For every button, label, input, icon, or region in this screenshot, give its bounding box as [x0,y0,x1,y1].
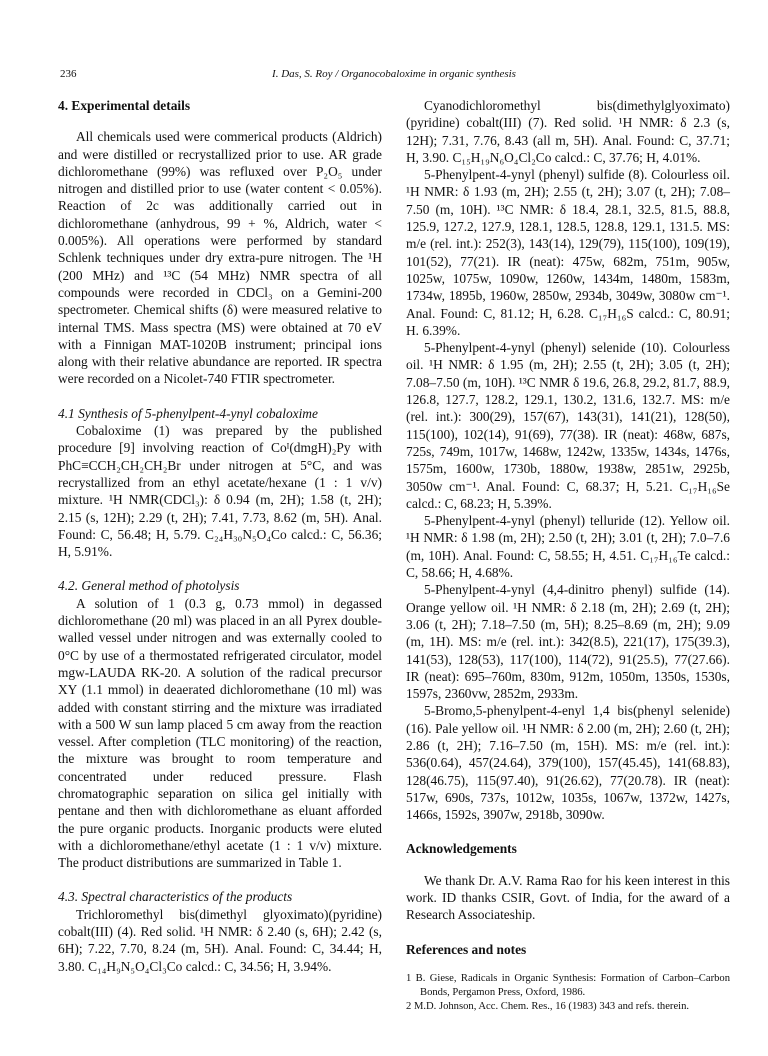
right-column [406,97,730,1014]
page-number: 236 [60,68,77,80]
section-heading-experimental: 4. Experimental details [58,98,191,113]
reference-item: 1 B. Giese, Radicals in Organic Synthesis: Formation of Carbon–Carbon Bonds, Pergamon Press, Oxford, 1986. [406,972,730,998]
experimental-paragraph: All chemicals used were commerical products (Aldrich) and were distilled or recrystallized prior to use. AR grade dichloromethane (99%) was refluxed over P₂O₅ under nitrogen and distilled prior to use (water content < 0.05%). Reaction of 2c was additionally carried out in dichloromethane (anhydrous, 99 + %, Aldrich, water < 0.005%). All operations were performed by standard Schlenk techniques under dry extra-pure nitrogen. The ¹H (200 MHz) and ¹³C (54 MHz) NMR spectra of all compounds were recorded in CDCl₃ on a Gemini-200 spectrometer. Chemical shifts (δ) were measured relative to internal TMS. Mass spectra (MS) were obtained at 70 eV with a Finnigan MAT-1020B instrument; principal ions along with their relative abundance are reported. IR spectra were recorded on a Nicolet-740 FTIR spectrometer. [58,129,382,387]
reference-list [406,972,730,1014]
spectral-paragraph-4: Trichloromethyl bis(dimethyl glyoximato)(pyridine) cobalt(III) (4). Red solid. ¹H NMR: δ 2.40 (s, 6H); 2.42 (s, 6H); 7.22, 7.70, 8.24 (m, 5H). Anal. Found: C, 34.44; H, 3.80. C₁₄H₉N₅O₄Cl₃Co calcd.: C, 34.56; H, 3.94%. [58,906,382,974]
spectral-paragraph-16: 5-Bromo,5-phenylpent-4-enyl 1,4 bis(phenyl selenide) (16). Pale yellow oil. ¹H NMR: δ 2.00 (m, 2H); 2.60 (t, 2H); 2.86 (t, 2H); 7.16–7.50 (m, 15H). MS: m/e (rel. int.): 536(0.64), 457(24.64), 379(100), 157(45.45), 141(68.83), 128(46.75), 115(97.40), 91(26.62), 77(20.78). IR (neat): 517w, 690s, 737s, 1012w, 1035s, 1067w, 1372w, 1427s, 1466s, 1592s, 3907w, 2918b, 3090w. [406,703,730,823]
subsection-heading-4-1: 4.1 Synthesis of 5-phenylpent-4-ynyl cobaloxime [58,405,318,421]
acknowledgements-text: We thank Dr. A.V. Rama Rao for his keen interest in this work. ID thanks CSIR, Govt. of India, for the award of a Research Associateship. [406,872,730,923]
synthesis-paragraph: Cobaloxime (1) was prepared by the published procedure [9] involving reaction of Coᴵ(dmgH)₂Py with PhC≡CCH₂CH₂CH₂Br under nitrogen at 5°C, and was recrystallized from an ethyl acetate/hexane (1 : 1 v/v) mixture. ¹H NMR(CDCl₃): δ 0.94 (m, 2H); 1.58 (t, 2H); 2.15 (s, 12H); 2.29 (t, 2H); 7.41, 7.73, 8.62 (m, 5H). Anal. Found: C, 56.48; H, 5.79. C₂₄H₃₀N₅O₄Co calcd.: C, 56.36; H, 5.91%. [58,423,382,560]
subsection-heading-4-3: 4.3. Spectral characteristics of the products [58,889,293,905]
spectral-paragraph-14: 5-Phenylpent-4-ynyl (4,4-dinitro phenyl) sulfide (14). Orange yellow oil. ¹H NMR: δ 2.18 (m, 2H); 2.69 (t, 2H); 3.06 (t, 2H); 7.18–7.50 (m, 5H); 8.25–8.69 (m, 2H); 9.09 (m, 1H). MS: m/e (rel. int.): 342(8.5), 221(17), 175(39.3), 141(53), 128(53), 117(100), 114(72), 91(25.5), 77(27.66). IR (neat): 695–760m, 830m, 912m, 1050m, 1350s, 1530s, 1597s, 2360vw, 2852m, 2933m. [406,582,730,702]
spectral-paragraph-8: 5-Phenylpent-4-ynyl (phenyl) sulfide (8). Colourless oil. ¹H NMR: δ 1.93 (m, 2H); 2.55 (t, 2H); 3.07 (t, 2H); 7.08–7.50 (m, 10H). ¹³C NMR: δ 18.4, 28.1, 32.5, 81.5, 88.8, 125.9, 127.2, 127.9, 128.1, 128.5, 128.8, 129.1, 131.5. MS: m/e (rel. int.): 252(3), 143(14), 129(79), 115(100), 109(19), 101(52), 77(21). IR (neat): 475w, 682m, 751m, 905w, 1025w, 1075w, 1090w, 1260w, 1434m, 1480m, 1583m, 1734w, 1895b, 1960w, 2850w, 2934b, 3049w, 3080w cm⁻¹. Anal. Found: C, 81.12; H, 6.28. C₁₇H₁₆S calcd.: C, 80.91; H. 6.39%. [406,167,730,338]
photolysis-paragraph: A solution of 1 (0.3 g, 0.73 mmol) in degassed dichloromethane (20 ml) was placed in an all Pyrex double-walled vessel under nitrogen and was externally cooled to 0°C by use of a thermostated refrigerated circulator, model mgw-LAUDA RK-20. A solution of the radical precursor XY (1.1 mmol) in deaerated dichloromethane (10 ml) was added with constant stirring and the mixture was irradiated with a 500 W sun lamp placed 5 cm away from the reaction vessel. After completion (TLC monitoring) of the reaction, the mixture was brought to room temperature and concentrated under reduced pressure. Flash chromatographic separation on silica gel initially with pentane and then with dichloromethane as eluant afforded the pure organic products. Inorganic products were eluted with a dichloromethane/ethyl acetate (1 : 1 v/v) mixture. The product distributions are summarized in Table 1. [58,595,382,871]
spectral-paragraph-10: 5-Phenylpent-4-ynyl (phenyl) selenide (10). Colourless oil. ¹H NMR: δ 1.95 (m, 2H); 2.55 (t, 2H); 3.05 (t, 2H); 7.08–7.50 (m, 10H). ¹³C NMR δ 19.6, 26.8, 29.2, 81.7, 88.9, 126.8, 127.7, 128.2, 129.1, 130.2, 131.6, 132.7. MS: m/e (rel. int.): 300(29), 157(67), 143(31), 141(21), 128(50), 115(100), 102(14), 91(69), 77(38). IR (neat): 468w, 687s, 725s, 749m, 1017w, 1468w, 1242w, 1335w, 1434s, 1476s, 1575m, 1600w, 1730b, 1880w, 1938w, 2851w, 2925b, 3050w cm⁻¹. Anal. Found: C, 68.37; H, 5.21. C₁₇H₁₆Se calcd.: C, 68.23; H, 5.39%. [406,340,730,511]
references-heading: References and notes [406,941,527,957]
acknowledgements-heading: Acknowledgements [406,841,517,857]
spectral-paragraph-12: 5-Phenylpent-4-ynyl (phenyl) telluride (12). Yellow oil. ¹H NMR: δ 1.98 (m, 2H); 2.50 (t, 2H); 3.01 (t, 2H); 7.0–7.6 (m, 10H). Anal. Found: C, 58.55; H, 4.51. C₁₇H₁₆Te calcd.: C, 58.66; H, 4.68%. [406,513,730,581]
running-title: I. Das, S. Roy / Organocobaloxime in organic synthesis [272,68,516,80]
spectral-paragraph-7: Cyanodichloromethyl bis(dimethylglyoximato)(pyridine) cobalt(III) (7). Red solid. ¹H NMR: δ 2.3 (s, 12H); 7.31, 7.76, 8.43 (all m, 5H). Anal. Found: C, 37.71; H, 3.90. C₁₅H₁₉N₆O₄Cl₂Co calcd.: C, 37.76; H, 4.01%. [406,98,730,165]
page-header [60,68,728,84]
subsection-heading-4-2: 4.2. General method of photolysis [58,578,240,594]
left-column [58,97,382,975]
reference-item: 2 M.D. Johnson, Acc. Chem. Res., 16 (1983) 343 and refs. therein. [406,1000,690,1012]
